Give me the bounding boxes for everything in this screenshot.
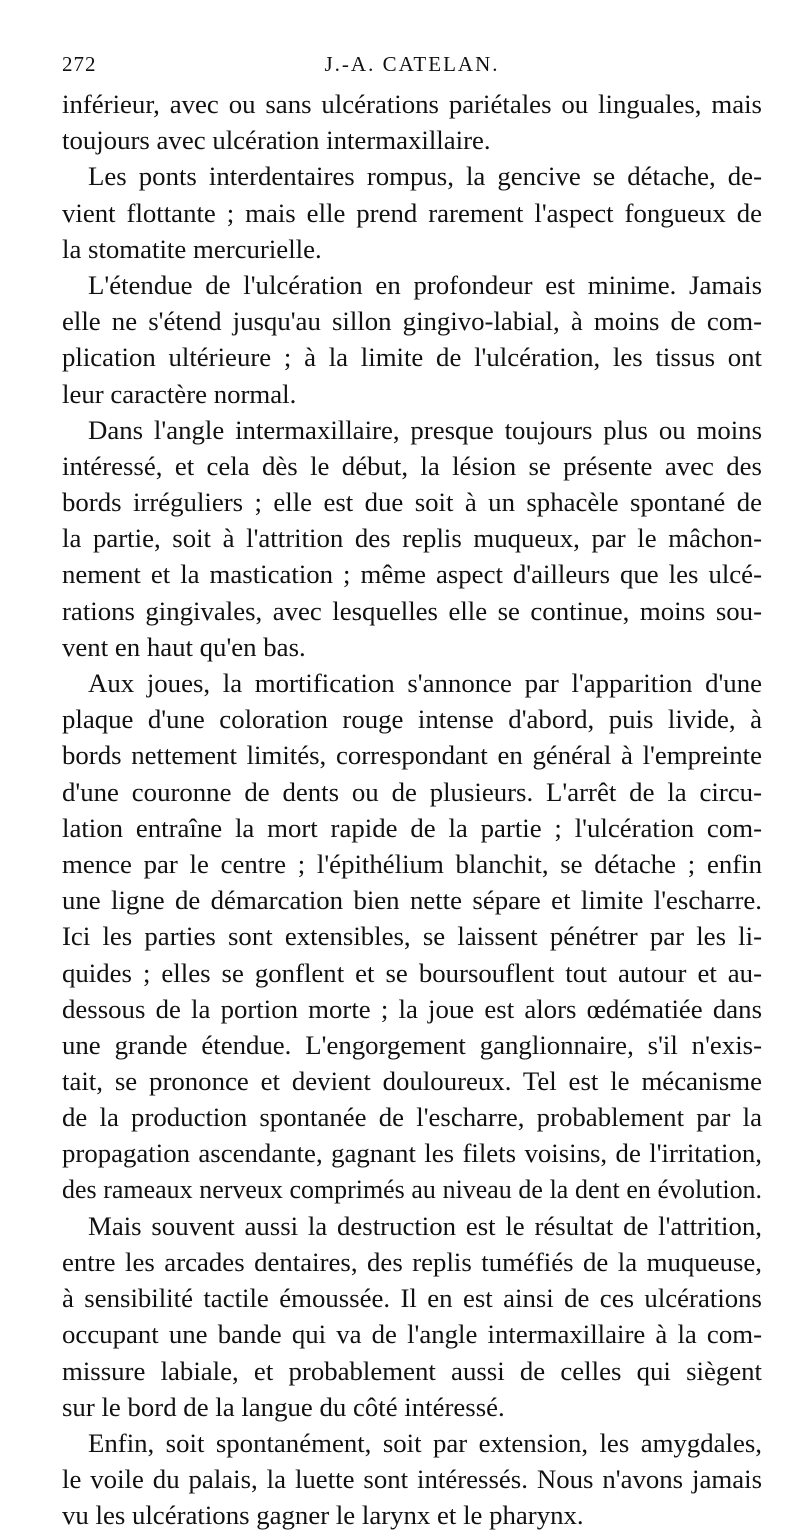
text-line: dessous de la portion morte ; la joue est alors œdématiée dans [62,993,762,1024]
text-line: rations gingivales, avec lesquelles elle se continue, moins sou- [62,595,762,626]
text-line: vient flottante ; mais elle prend rarement l'aspect fongueux de [62,197,762,228]
text-line: elle ne s'étend jusqu'au sillon gingivo-labial, à moins de com- [62,306,762,337]
text-line: une ligne de démarcation bien nette sépare et limite l'escharre. [62,885,762,916]
text-line: lation entraîne la mort rapide de la partie ; l'ulcération com- [62,812,762,843]
text-line: bords nettement limités, correspondant en général à l'empreinte [62,740,762,771]
text-line: tait, se prononce et devient douloureux. Tel est le mécanisme [62,1066,762,1097]
text-line: des rameaux nerveux comprimés au niveau de la dent en évolution. [62,1174,762,1204]
text-line: Mais souvent aussi la destruction est le résultat de l'attrition, [88,1210,762,1241]
text-line: vu les ulcérations gagner le larynx et le pharynx. [62,1500,584,1531]
text-line: Ici les parties sont extensibles, se laissent pénétrer par les li- [62,921,762,952]
text-line: bords irréguliers ; elle est due soit à un sphacèle spontané de [62,487,762,518]
text-line: quides ; elles se gonflent et se boursouflent tout autour et au- [62,957,762,988]
page-number: 272 [62,52,97,76]
text-line: entre les arcades dentaires, des replis tuméfiés de la muqueuse, [62,1247,762,1277]
text-line: vent en haut qu'en bas. [62,631,306,662]
text-line: nement et la mastication ; même aspect d'ailleurs que les ulcé- [62,559,762,590]
text-line: Enfin, soit spontanément, soit par extension, les amygdales, [88,1427,762,1458]
text-line: leur caractère normal. [62,378,297,409]
text-line: la stomatite mercurielle. [62,233,322,264]
text-line: plaque d'une coloration rouge intense d'abord, puis livide, à [62,704,762,735]
text-line: toujours avec ulcération intermaxillaire. [62,125,491,156]
text-line: de la production spontanée de l'escharre, probablement par la [62,1102,762,1133]
text-line: la partie, soit à l'attrition des replis muqueux, par le mâchon- [62,523,762,554]
text-line: sur le bord de la langue du côté intéressé. [62,1391,505,1422]
text-line: le voile du palais, la luette sont intéressés. Nous n'avons jamais [62,1464,762,1495]
text-line: occupant une bande qui va de l'angle intermaxillaire à la com- [62,1319,762,1350]
text-line: une grande étendue. L'engorgement ganglionnaire, s'il n'exis- [62,1029,762,1060]
text-line: inférieur, avec ou sans ulcérations pariétales ou linguales, mais [62,89,762,119]
text-line: L'étendue de l'ulcération en profondeur est minime. Jamais [88,269,762,300]
text-line: intéressé, et cela dès le début, la lésion se présente avec des [62,450,762,481]
running-head: J.-A. CATELAN. [324,52,500,76]
text-line: d'une couronne de dents ou de plusieurs. L'arrêt de la circu- [62,776,762,807]
text-line: propagation ascendante, gagnant les filets voisins, de l'irritation, [62,1138,762,1169]
body-text [62,86,762,1534]
text-line: Dans l'angle intermaxillaire, presque toujours plus ou moins [88,414,762,445]
text-line: mence par le centre ; l'épithélium blanchit, se détache ; enfin [62,848,762,879]
text-line: à sensibilité tactile émoussée. Il en est ainsi de ces ulcérations [62,1283,762,1314]
text-line: Les ponts interdentaires rompus, la gencive se détache, de- [88,161,762,192]
page-header [62,52,762,84]
text-line: Aux joues, la mortification s'annonce par l'apparition d'une [88,668,762,698]
text-line: plication ultérieure ; à la limite de l'ulcération, les tissus ont [62,342,762,373]
text-line: missure labiale, et probablement aussi de celles qui siègent [62,1355,762,1386]
